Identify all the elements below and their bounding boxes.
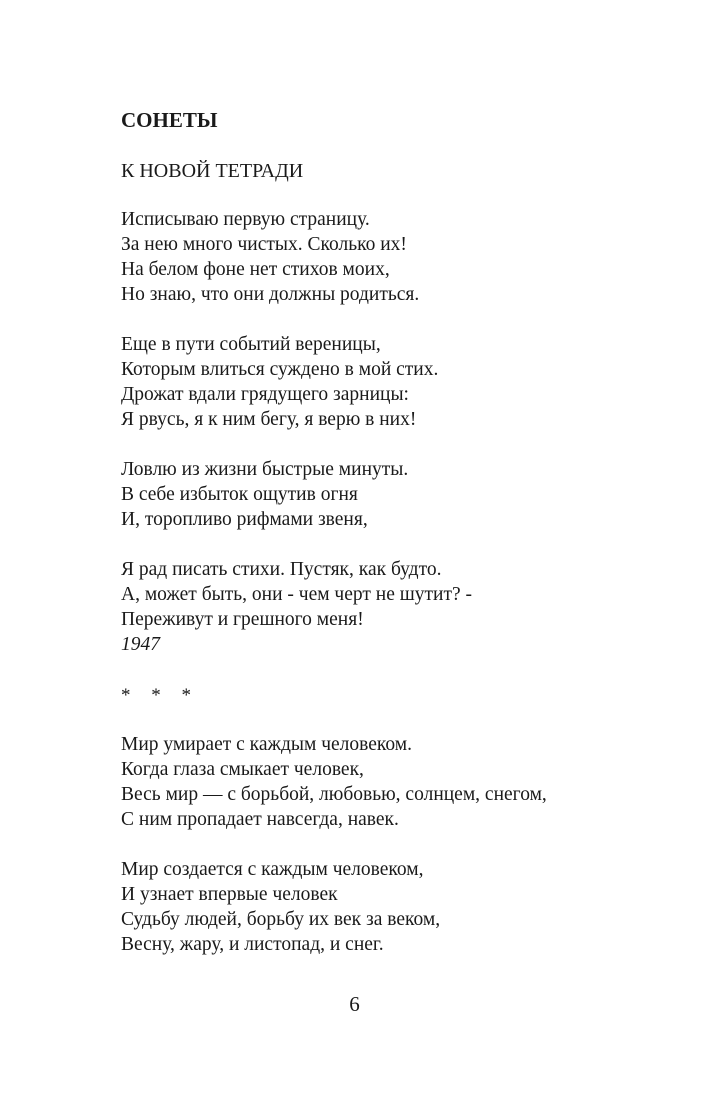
- poem-date: 1947: [121, 634, 160, 655]
- poem-line: Когда глаза смыкает человек,: [121, 759, 364, 780]
- poem-line: А, может быть, они - чем черт не шутит? -: [121, 584, 473, 605]
- stanza: [121, 557, 472, 632]
- stanza: [121, 332, 438, 432]
- poem-line: Дрожат вдали грядущего зарницы:: [121, 384, 409, 405]
- stanza: [121, 732, 547, 832]
- poem-line: Мир умирает с каждым человеком.: [121, 734, 412, 755]
- poem-line: Переживут и грешного меня!: [121, 609, 364, 630]
- poem-line: Я рад писать стихи. Пустяк, как будто.: [121, 559, 442, 580]
- stanza: [121, 207, 419, 307]
- poem-line: Еще в пути событий вереницы,: [121, 334, 381, 355]
- poem-line: Ловлю из жизни быстрые минуты.: [121, 459, 409, 480]
- poem-line: Весь мир — с борьбой, любовью, солнцем, снегом,: [121, 784, 547, 805]
- poem-title: К НОВОЙ ТЕТРАДИ: [121, 160, 304, 182]
- section-separator: * * *: [121, 685, 199, 706]
- poem-line: Которым влиться суждено в мой стих.: [121, 359, 439, 380]
- poem-line: С ним пропадает навсегда, навек.: [121, 809, 399, 830]
- poem-line: Мир создается с каждым человеком,: [121, 859, 424, 880]
- page-number: 6: [349, 992, 360, 1016]
- poem-line: На белом фоне нет стихов моих,: [121, 259, 390, 280]
- poem-line: Весну, жару, и листопад, и снег.: [121, 934, 384, 955]
- poem-line: Но знаю, что они должны родиться.: [121, 284, 420, 305]
- stanza: [121, 857, 440, 957]
- poem-line: За нею много чистых. Сколько их!: [121, 234, 407, 255]
- section-title: СОНЕТЫ: [121, 108, 218, 132]
- poem-line: И узнает впервые человек: [121, 884, 338, 905]
- poem-line: И, торопливо рифмами звеня,: [121, 509, 368, 530]
- poem-line: Я рвусь, я к ним бегу, я верю в них!: [121, 409, 417, 430]
- stanza: [121, 457, 408, 532]
- poem-line: В себе избыток ощутив огня: [121, 484, 358, 505]
- poem-line: Исписываю первую страницу.: [121, 209, 370, 230]
- poem-line: Судьбу людей, борьбу их век за веком,: [121, 909, 441, 930]
